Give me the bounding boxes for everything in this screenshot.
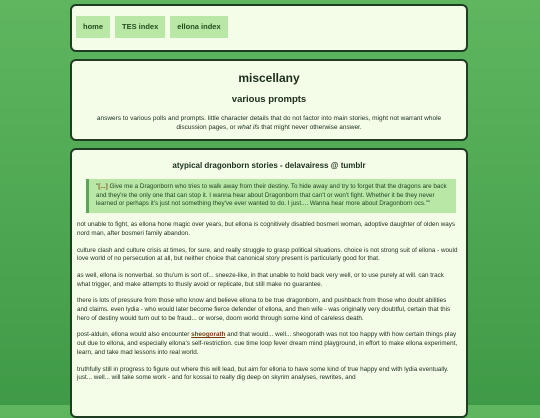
paragraph: truthfully still in progress to figure out where this will lead, but aim for ellona to have some kind of true happy end with lydia eventually. just... well... will take some work - and for kossai to really dig deep on skyrim analyses, rewrites, and (77, 365, 449, 382)
paragraph: not unable to fight, as ellona hone magic over years, but ellona is cognitively disabled bosmeri woman, adoptive daughter of olden ways nord man, after bosmeri family abandon. (77, 221, 456, 237)
prompt-quote (86, 179, 456, 213)
sheogorath-link[interactable]: sheogorath (191, 331, 226, 339)
description-tail: that might never otherwise answer. (259, 124, 362, 131)
page-subtitle: various prompts (231, 94, 307, 105)
nav-ellona-index-link[interactable]: ellona index (170, 16, 227, 38)
header-panel (70, 59, 468, 141)
paragraph-text: and that would... well... sheogorath was not too happy with how certain things play out due to ellona, and especially ellona's self-restriction. cue time loop fever dream mind playground, in effort to make ellona experiment, learn, and take mad lessons into real world. (77, 331, 458, 356)
paragraph: there is lots of pressure from those who know and believe ellona to be true dragonborn, and pushback from those who doubt abilities and claims. even lydia - who would later become fierce defender of ellona, and then wife - was originally very doubtful, certain that this hero of destiny would turn out to be fraud... or worse, doom world through some kind of careless death. (77, 297, 451, 322)
quote-open-mark: " (96, 183, 99, 190)
page-description (86, 114, 452, 132)
nav-home-link[interactable]: home (76, 16, 110, 38)
nav-links (76, 16, 228, 38)
paragraph: as well, ellona is nonverbal. so thu'um is sort of... sneeze-like, in that unable to hold back very well, or to use purely at will. can track what trigger, and make attempts to thusly avoid or replicate, but still make no guarantee. (77, 271, 444, 288)
page-title: miscellany (238, 71, 300, 85)
content-panel (70, 148, 468, 418)
quote-text: Give me a Dragonborn who tries to walk away from their destiny. To hide away and try to forget that the dragons are back and they're the only one that can stop it. I wanna hear about Dragonborn that can't or won't fight. Whether it be they never learned or perhaps it's just not something they've ever wanted to do. I just.... Wanna hear more about Dragonborn ocs."" (96, 183, 447, 208)
prompt-title: atypical dragonborn stories - delavairess @ tumblr (172, 161, 366, 170)
quote-elision-link[interactable]: [...] (98, 183, 108, 190)
nav-panel (70, 4, 468, 52)
nav-tes-index-link[interactable]: TES index (115, 16, 165, 38)
paragraph (77, 331, 458, 357)
paragraph: culture clash and culture crisis at times, for sure, and really struggle to grasp political situations. choice is not strong suit of ellona - would love world of no persecution at all, but neither choice that canonical story present is particularly good for that. (77, 246, 458, 263)
description-main: answers to various polls and prompts. little character details that do not factor into main stories, might not warrant whole discussion pages, or (96, 115, 442, 131)
description-emphasis: what ifs (237, 124, 260, 131)
paragraph-text: post-alduin, ellona would also encounter (77, 331, 192, 339)
